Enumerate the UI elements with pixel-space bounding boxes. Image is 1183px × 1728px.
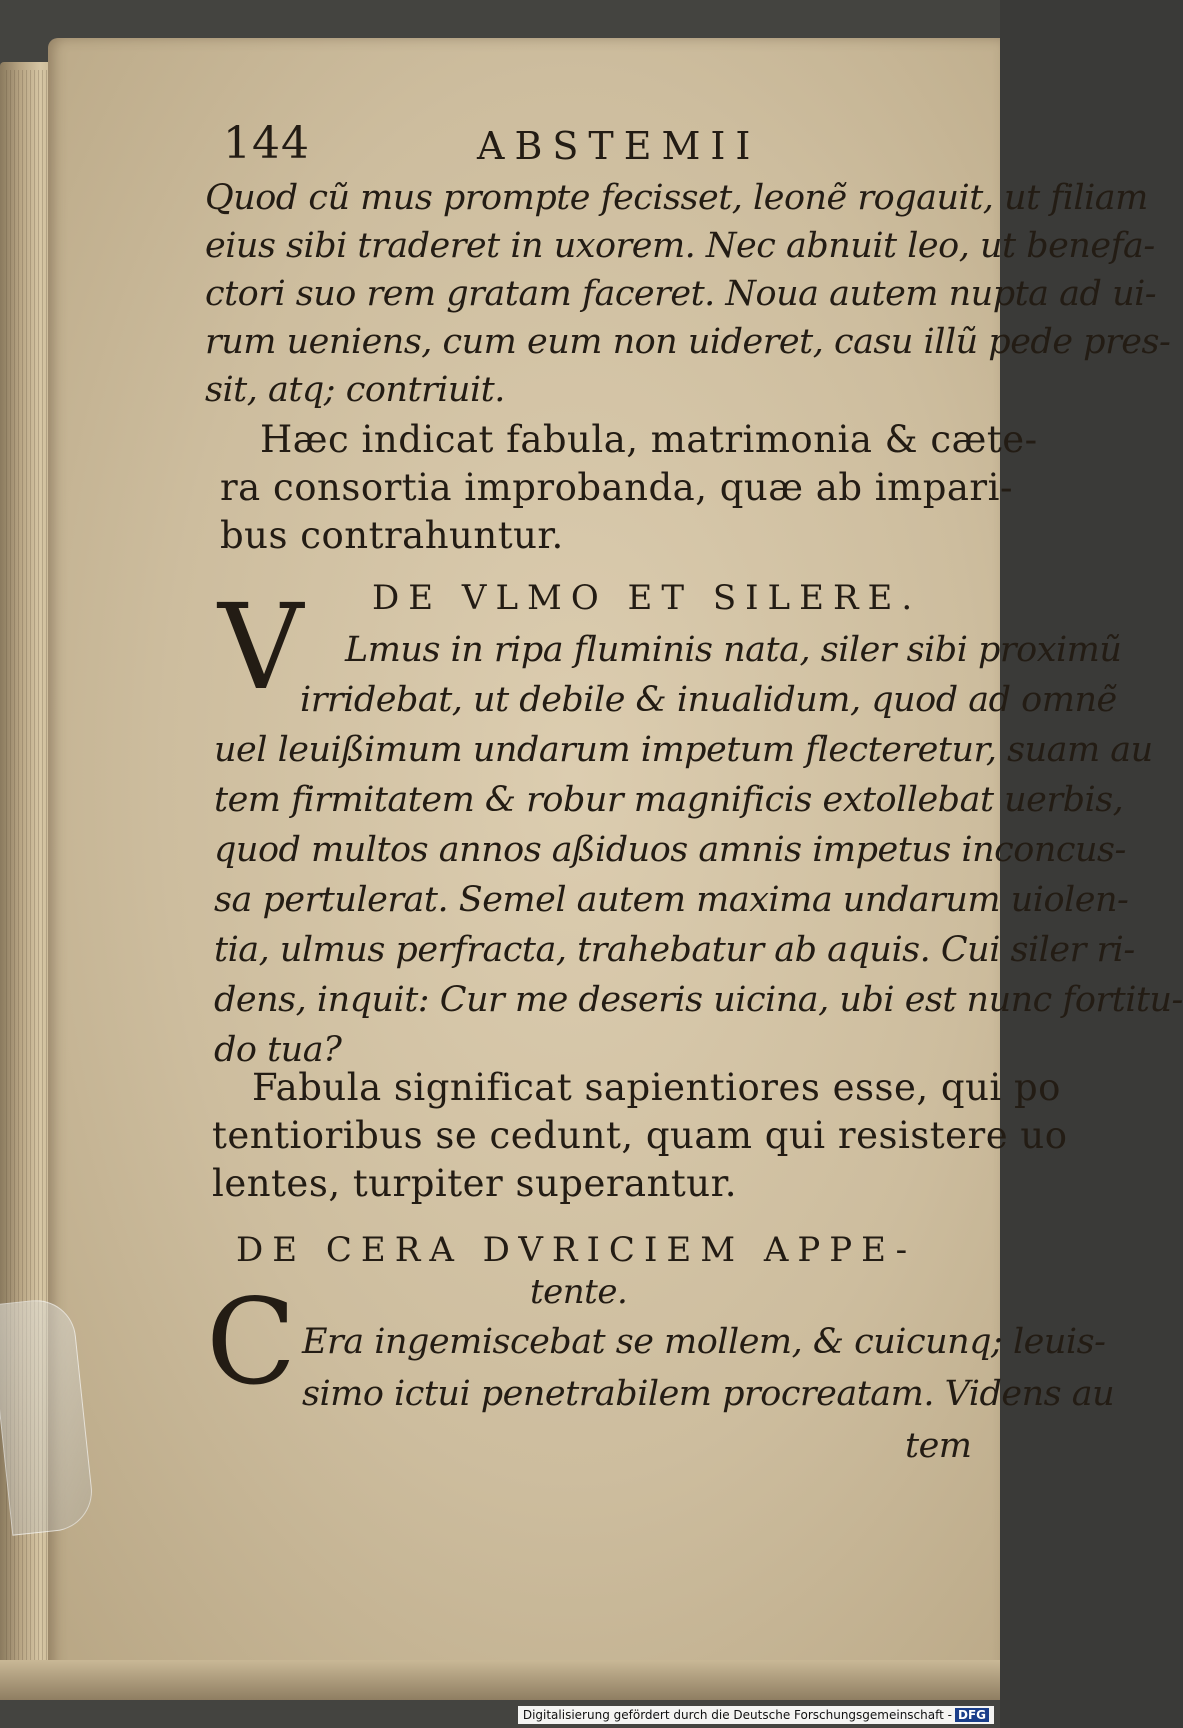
catchword: tem bbox=[905, 1426, 972, 1466]
drop-cap: C bbox=[206, 1273, 297, 1411]
moral-line: bus contrahuntur. bbox=[220, 514, 564, 557]
text-line: Lmus in ripa fluminis nata, siler sibi proximũ bbox=[345, 630, 1122, 670]
running-head: ABSTEMII bbox=[477, 124, 761, 168]
text-line: tia, ulmus perfracta, trahebatur ab aquis. Cui siler ri- bbox=[214, 930, 1135, 970]
text-line: eius sibi traderet in uxorem. Nec abnuit leo, ut benefa- bbox=[205, 226, 1155, 266]
text-line: simo ictui penetrabilem procreatam. Videns au bbox=[302, 1374, 1115, 1414]
text-line: tem firmitatem & robur magnificis extollebat uerbis, bbox=[214, 780, 1124, 820]
drop-cap: V bbox=[218, 578, 304, 716]
digitization-credit bbox=[518, 1706, 994, 1724]
moral-line: ra consortia improbanda, quæ ab impari- bbox=[220, 466, 1013, 509]
page-number: 144 bbox=[223, 118, 310, 169]
text-line: sit, atq; contriuit. bbox=[205, 370, 505, 410]
text-line: do tua? bbox=[214, 1030, 342, 1070]
text-line: Era ingemiscebat se mollem, & cuicunq; leuis- bbox=[302, 1322, 1106, 1362]
fable-title-continuation: tente. bbox=[530, 1272, 628, 1312]
dfg-logo: DFG bbox=[955, 1708, 989, 1722]
fable-title: DE CERA DVRICIEM APPE- bbox=[236, 1230, 917, 1270]
moral-line: lentes, turpiter superantur. bbox=[212, 1162, 738, 1205]
text-line: uel leuißimum undarum impetum flecteretur, suam au bbox=[214, 730, 1153, 770]
moral-line: Fabula significat sapientiores esse, qui po bbox=[252, 1066, 1061, 1109]
page-header bbox=[205, 118, 965, 168]
fable-title: DE VLMO ET SILERE. bbox=[372, 578, 922, 618]
moral-line: tentioribus se cedunt, quam qui resistere uo bbox=[212, 1114, 1068, 1157]
text-line: quod multos annos aßiduos amnis impetus inconcus- bbox=[214, 830, 1126, 870]
text-line: irridebat, ut debile & inualidum, quod ad omnẽ bbox=[300, 680, 1117, 720]
text-line: dens, inquit: Cur me deseris uicina, ubi est nunc fortitu- bbox=[214, 980, 1183, 1020]
text-line: ctori suo rem gratam faceret. Noua autem nupta ad ui- bbox=[205, 274, 1157, 314]
moral-line: Hæc indicat fabula, matrimonia & cæte- bbox=[260, 418, 1038, 461]
text-line: rum ueniens, cum eum non uideret, casu illũ pede pres- bbox=[205, 322, 1171, 362]
credit-text: Digitalisierung gefördert durch die Deutsche Forschungsgemeinschaft - bbox=[522, 1708, 952, 1722]
text-line: Quod cũ mus prompte fecisset, leonẽ rogauit, ut filiam bbox=[205, 178, 1148, 218]
book-bottom-edge bbox=[0, 1660, 1000, 1700]
text-line: sa pertulerat. Semel autem maxima undarum uiolen- bbox=[214, 880, 1129, 920]
